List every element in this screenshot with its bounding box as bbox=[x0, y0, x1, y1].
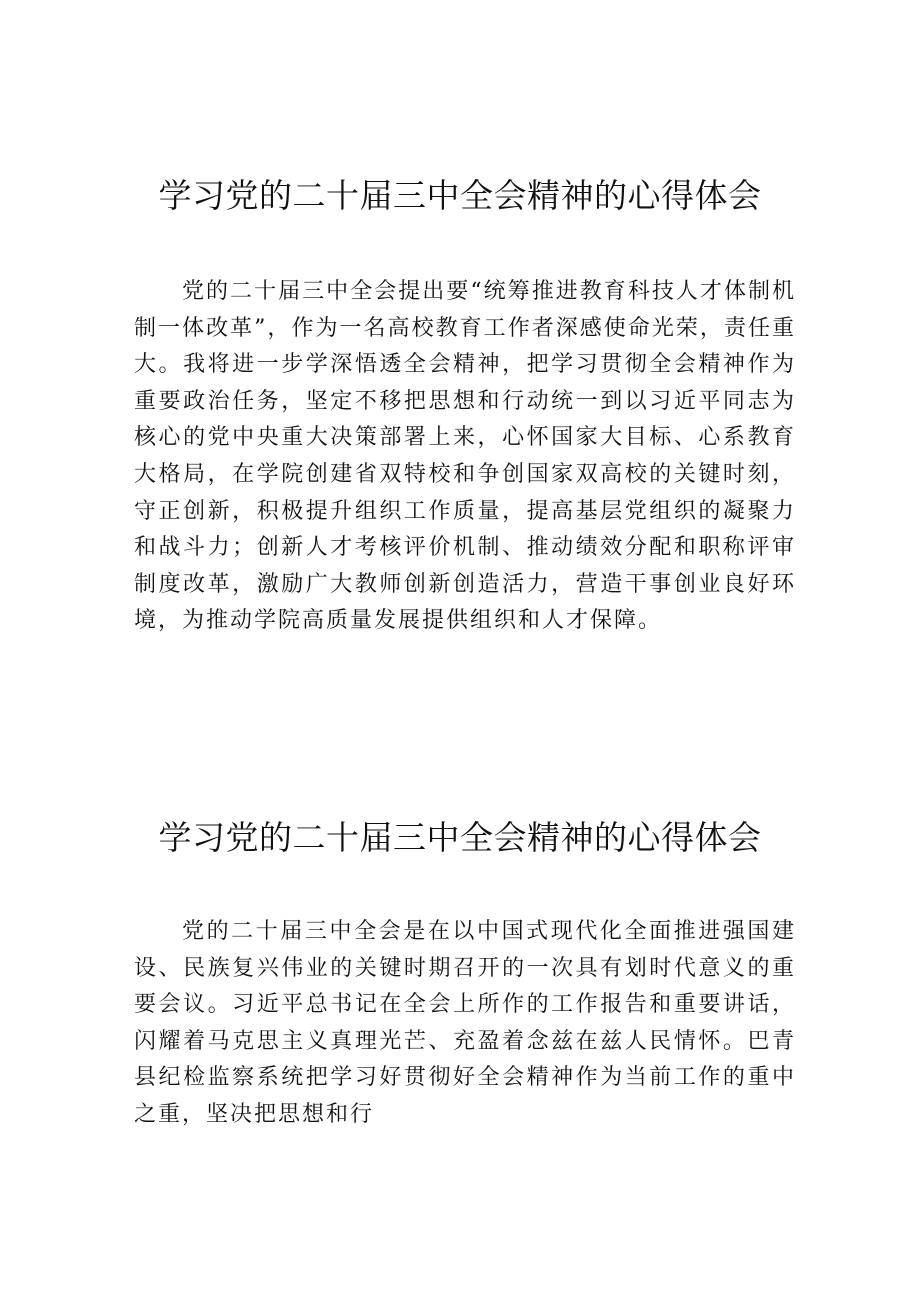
section-title-2: 学习党的二十届三中全会精神的心得体会 bbox=[158, 818, 762, 857]
section-body-1: 党的二十届三中全会提出要“统筹推进教育科技人才体制机制一体改革”，作为一名高校教育工作者深感使命光荣，责任重大。我将进一步学深悟透全会精神，把学习贯彻全会精神作为重要政治任务，坚定不移把思想和行动统一到以习近平同志为核心的党中央重大决策部署上来，心怀国家大目标、心系教育大格局，在学院创建省双特校和争创国家双高校的关键时刻，守正创新，积极提升组织工作质量，提高基层党组织的凝聚力和战斗力；创新人才考核评价机制、推动绩效分配和职称评审制度改革，激励广大教师创新创造活力，营造干事创业良好环境，为推动学院高质量发展提供组织和人才保障。 bbox=[134, 279, 796, 634]
section-title-1: 学习党的二十届三中全会精神的心得体会 bbox=[158, 176, 762, 215]
section-body-2: 党的二十届三中全会是在以中国式现代化全面推进强国建设、民族复兴伟业的关键时期召开的一次具有划时代意义的重要会议。习近平总书记在全会上所作的工作报告和重要讲话，闪耀着马克思主义真理光芒、充盈着念兹在兹人民情怀。巴青县纪检监察系统把学习好贯彻好全会精神作为当前工作的重中之重，坚决把思想和行 bbox=[134, 919, 796, 1127]
